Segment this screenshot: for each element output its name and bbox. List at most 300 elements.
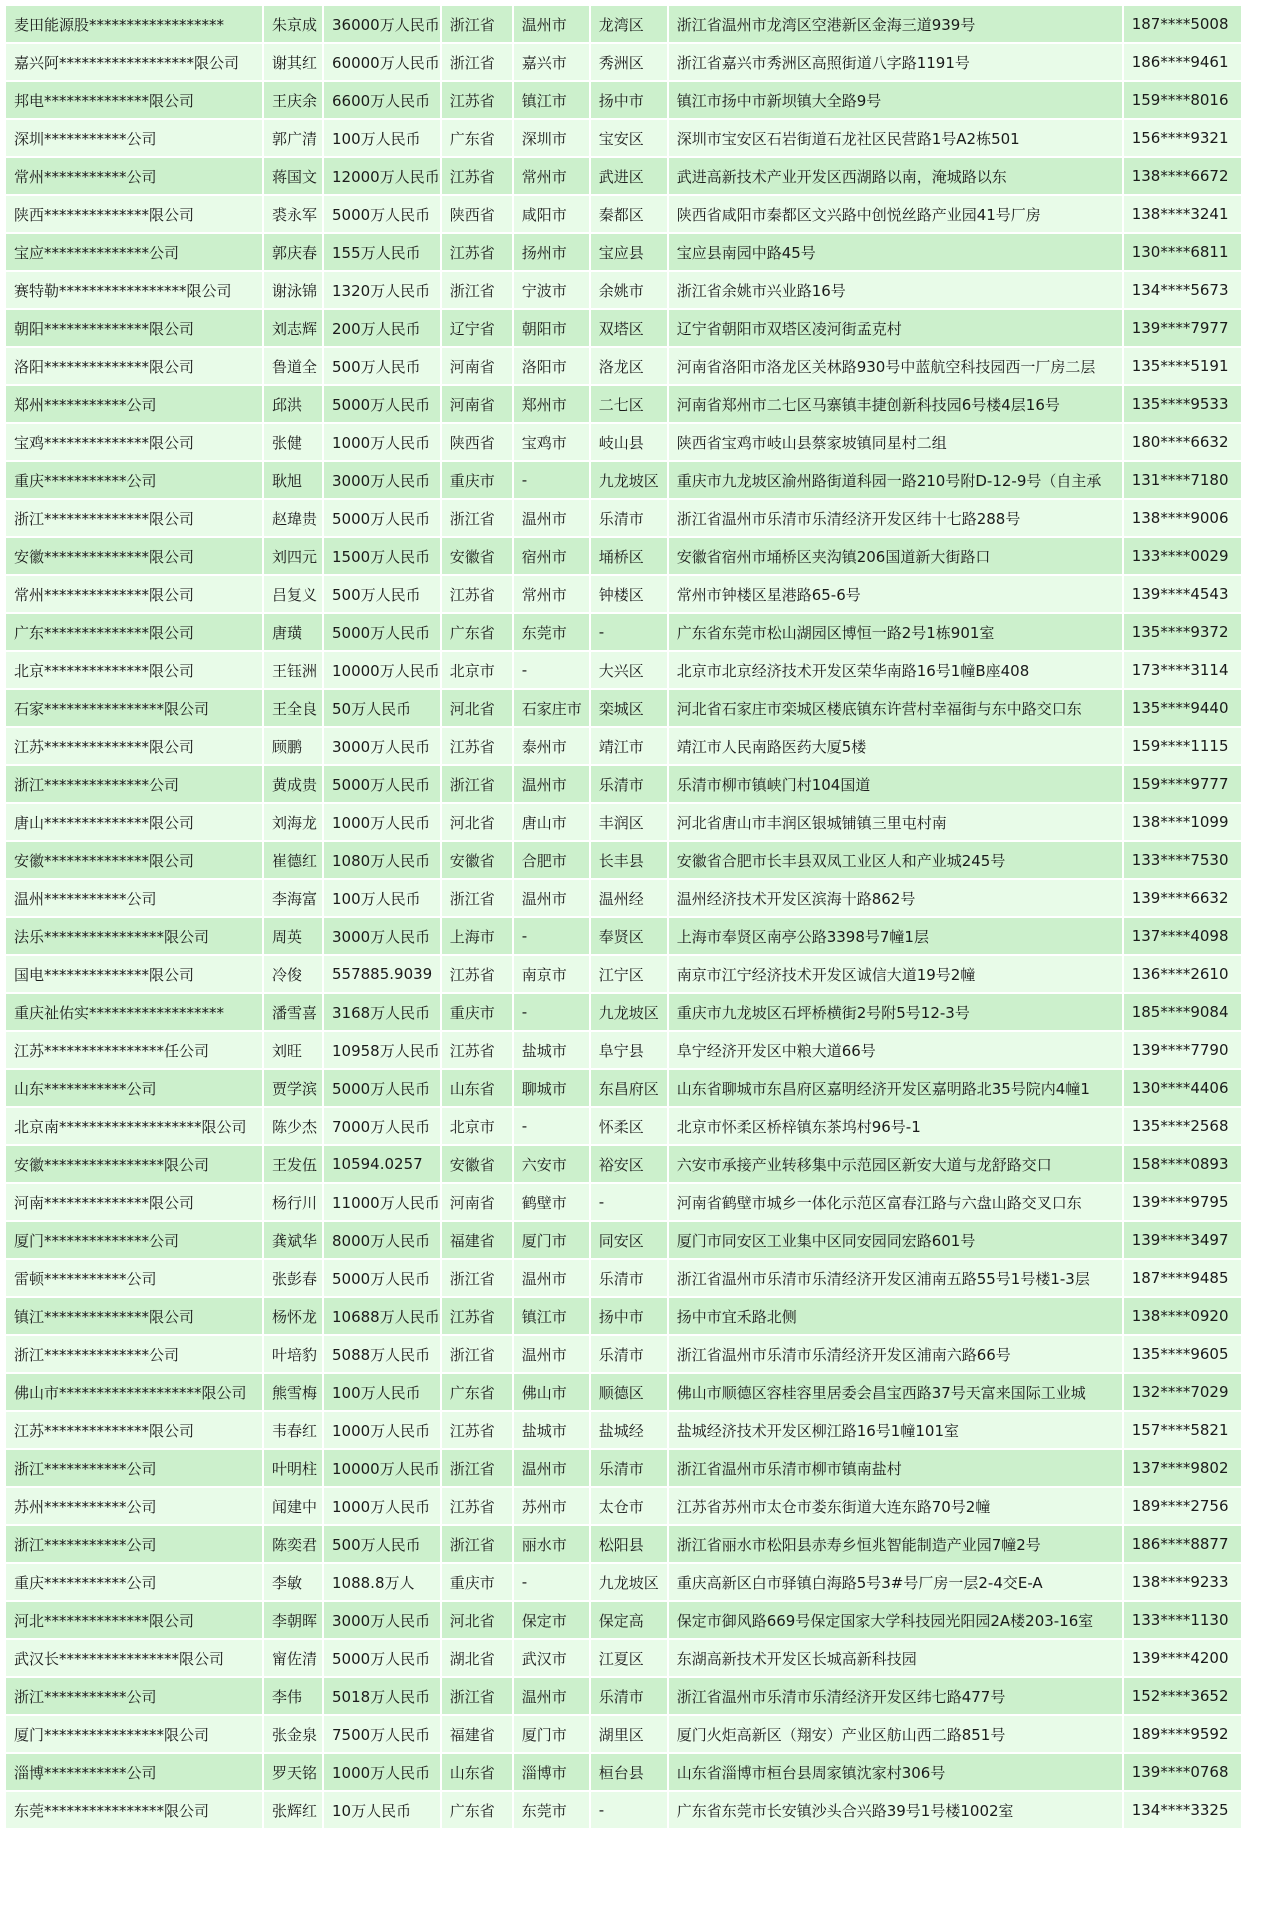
city-cell: - xyxy=(514,652,589,688)
table-row xyxy=(6,994,1241,1030)
province-cell: 江苏省 xyxy=(442,1412,512,1448)
city-cell: 温州市 xyxy=(514,500,589,536)
address-cell: 保定市御风路669号保定国家大学科技园光阳园2A楼203-16室 xyxy=(669,1602,1122,1638)
phone-cell: 186****9461 xyxy=(1124,44,1241,80)
capital-cell: 1320万人民币 xyxy=(324,272,440,308)
city-cell: 佛山市 xyxy=(514,1374,589,1410)
legal-rep-cell: 韦春红 xyxy=(264,1412,322,1448)
address-cell: 厦门火炬高新区（翔安）产业区舫山西二路851号 xyxy=(669,1716,1122,1752)
province-cell: 浙江省 xyxy=(442,1336,512,1372)
legal-rep-cell: 刘志辉 xyxy=(264,310,322,346)
phone-cell: 173****3114 xyxy=(1124,652,1241,688)
company-name-cell: 山东***********公司 xyxy=(6,1070,262,1106)
address-cell: 靖江市人民南路医药大厦5楼 xyxy=(669,728,1122,764)
district-cell: 秦都区 xyxy=(591,196,667,232)
city-cell: - xyxy=(514,1108,589,1144)
phone-cell: 139****6632 xyxy=(1124,880,1241,916)
city-cell: 盐城市 xyxy=(514,1412,589,1448)
legal-rep-cell: 王庆余 xyxy=(264,82,322,118)
phone-cell: 137****9802 xyxy=(1124,1450,1241,1486)
district-cell: 松阳县 xyxy=(591,1526,667,1562)
district-cell: 乐清市 xyxy=(591,1336,667,1372)
table-row xyxy=(6,690,1241,726)
province-cell: 浙江省 xyxy=(442,1450,512,1486)
capital-cell: 5000万人民币 xyxy=(324,1260,440,1296)
district-cell: 江宁区 xyxy=(591,956,667,992)
district-cell: 东昌府区 xyxy=(591,1070,667,1106)
district-cell: 乐清市 xyxy=(591,1260,667,1296)
capital-cell: 3168万人民币 xyxy=(324,994,440,1030)
address-cell: 宝应县南园中路45号 xyxy=(669,234,1122,270)
province-cell: 福建省 xyxy=(442,1222,512,1258)
company-name-cell: 温州***********公司 xyxy=(6,880,262,916)
table-row xyxy=(6,1298,1241,1334)
city-cell: 东莞市 xyxy=(514,614,589,650)
city-cell: 武汉市 xyxy=(514,1640,589,1676)
table-row xyxy=(6,158,1241,194)
province-cell: 河南省 xyxy=(442,386,512,422)
district-cell: 洛龙区 xyxy=(591,348,667,384)
city-cell: 宿州市 xyxy=(514,538,589,574)
legal-rep-cell: 冷俊 xyxy=(264,956,322,992)
phone-cell: 133****0029 xyxy=(1124,538,1241,574)
city-cell: 宁波市 xyxy=(514,272,589,308)
province-cell: 江苏省 xyxy=(442,158,512,194)
table-row xyxy=(6,500,1241,536)
legal-rep-cell: 王钰洲 xyxy=(264,652,322,688)
table-row xyxy=(6,538,1241,574)
legal-rep-cell: 刘四元 xyxy=(264,538,322,574)
province-cell: 重庆市 xyxy=(442,462,512,498)
capital-cell: 1000万人民币 xyxy=(324,1412,440,1448)
phone-cell: 138****6672 xyxy=(1124,158,1241,194)
legal-rep-cell: 郭庆春 xyxy=(264,234,322,270)
address-cell: 浙江省余姚市兴业路16号 xyxy=(669,272,1122,308)
city-cell: 盐城市 xyxy=(514,1032,589,1068)
legal-rep-cell: 叶明柱 xyxy=(264,1450,322,1486)
capital-cell: 500万人民币 xyxy=(324,576,440,612)
district-cell: 二七区 xyxy=(591,386,667,422)
city-cell: 六安市 xyxy=(514,1146,589,1182)
address-cell: 温州经济技术开发区滨海十路862号 xyxy=(669,880,1122,916)
phone-cell: 157****5821 xyxy=(1124,1412,1241,1448)
table-row xyxy=(6,272,1241,308)
table-row xyxy=(6,1716,1241,1752)
district-cell: 龙湾区 xyxy=(591,6,667,42)
address-cell: 盐城经济技术开发区柳江路16号1幢101室 xyxy=(669,1412,1122,1448)
table-row xyxy=(6,1032,1241,1068)
table-row xyxy=(6,918,1241,954)
city-cell: 咸阳市 xyxy=(514,196,589,232)
legal-rep-cell: 张辉红 xyxy=(264,1792,322,1828)
company-name-cell: 江苏**************限公司 xyxy=(6,728,262,764)
district-cell: 同安区 xyxy=(591,1222,667,1258)
province-cell: 辽宁省 xyxy=(442,310,512,346)
address-cell: 浙江省温州市乐清市乐清经济开发区浦南五路55号1号楼1-3层 xyxy=(669,1260,1122,1296)
phone-cell: 139****4543 xyxy=(1124,576,1241,612)
address-cell: 浙江省温州市乐清市乐清经济开发区纬七路477号 xyxy=(669,1678,1122,1714)
table-row xyxy=(6,1564,1241,1600)
city-cell: 唐山市 xyxy=(514,804,589,840)
district-cell: 怀柔区 xyxy=(591,1108,667,1144)
phone-cell: 158****0893 xyxy=(1124,1146,1241,1182)
capital-cell: 6600万人民币 xyxy=(324,82,440,118)
province-cell: 江苏省 xyxy=(442,234,512,270)
company-name-cell: 唐山**************限公司 xyxy=(6,804,262,840)
address-cell: 河北省唐山市丰润区银城铺镇三里屯村南 xyxy=(669,804,1122,840)
district-cell: 阜宁县 xyxy=(591,1032,667,1068)
table-row xyxy=(6,880,1241,916)
capital-cell: 7500万人民币 xyxy=(324,1716,440,1752)
city-cell: 扬州市 xyxy=(514,234,589,270)
phone-cell: 189****2756 xyxy=(1124,1488,1241,1524)
capital-cell: 8000万人民币 xyxy=(324,1222,440,1258)
company-name-cell: 重庆***********公司 xyxy=(6,1564,262,1600)
address-cell: 浙江省温州市乐清市乐清经济开发区浦南六路66号 xyxy=(669,1336,1122,1372)
district-cell: - xyxy=(591,1184,667,1220)
table-row xyxy=(6,1792,1241,1828)
table-row xyxy=(6,1260,1241,1296)
district-cell: 九龙坡区 xyxy=(591,462,667,498)
table-row xyxy=(6,6,1241,42)
phone-cell: 131****7180 xyxy=(1124,462,1241,498)
address-cell: 浙江省嘉兴市秀洲区高照街道八字路1191号 xyxy=(669,44,1122,80)
table-row xyxy=(6,348,1241,384)
legal-rep-cell: 罗天铭 xyxy=(264,1754,322,1790)
capital-cell: 5000万人民币 xyxy=(324,1070,440,1106)
table-row xyxy=(6,1108,1241,1144)
company-name-cell: 麦田能源股****************** xyxy=(6,6,262,42)
city-cell: - xyxy=(514,918,589,954)
company-name-cell: 江苏**************限公司 xyxy=(6,1412,262,1448)
legal-rep-cell: 龚斌华 xyxy=(264,1222,322,1258)
company-name-cell: 安徽**************限公司 xyxy=(6,842,262,878)
address-cell: 河南省鹤壁市城乡一体化示范区富春江路与六盘山路交叉口东 xyxy=(669,1184,1122,1220)
phone-cell: 130****6811 xyxy=(1124,234,1241,270)
city-cell: 嘉兴市 xyxy=(514,44,589,80)
capital-cell: 5000万人民币 xyxy=(324,766,440,802)
city-cell: 东莞市 xyxy=(514,1792,589,1828)
province-cell: 河南省 xyxy=(442,1184,512,1220)
company-name-cell: 淄博***********公司 xyxy=(6,1754,262,1790)
capital-cell: 3000万人民币 xyxy=(324,728,440,764)
company-name-cell: 赛特勒*****************限公司 xyxy=(6,272,262,308)
legal-rep-cell: 蒋国文 xyxy=(264,158,322,194)
phone-cell: 139****4200 xyxy=(1124,1640,1241,1676)
legal-rep-cell: 李伟 xyxy=(264,1678,322,1714)
address-cell: 北京市北京经济技术开发区荣华南路16号1幢B座408 xyxy=(669,652,1122,688)
capital-cell: 155万人民币 xyxy=(324,234,440,270)
city-cell: - xyxy=(514,1564,589,1600)
company-name-cell: 陕西**************限公司 xyxy=(6,196,262,232)
phone-cell: 135****5191 xyxy=(1124,348,1241,384)
address-cell: 东湖高新技术开发区长城高新科技园 xyxy=(669,1640,1122,1676)
legal-rep-cell: 邱洪 xyxy=(264,386,322,422)
address-cell: 重庆市九龙坡区石坪桥横街2号附5号12-3号 xyxy=(669,994,1122,1030)
company-name-cell: 佛山市*******************限公司 xyxy=(6,1374,262,1410)
district-cell: 江夏区 xyxy=(591,1640,667,1676)
table-row xyxy=(6,310,1241,346)
district-cell: 九龙坡区 xyxy=(591,1564,667,1600)
province-cell: 江苏省 xyxy=(442,1032,512,1068)
district-cell: 长丰县 xyxy=(591,842,667,878)
province-cell: 山东省 xyxy=(442,1754,512,1790)
capital-cell: 5000万人民币 xyxy=(324,196,440,232)
table-row xyxy=(6,1602,1241,1638)
company-name-cell: 宝应**************公司 xyxy=(6,234,262,270)
district-cell: 扬中市 xyxy=(591,1298,667,1334)
address-cell: 河南省洛阳市洛龙区关林路930号中蓝航空科技园西一厂房二层 xyxy=(669,348,1122,384)
address-cell: 陕西省咸阳市秦都区文兴路中创悦丝路产业园41号厂房 xyxy=(669,196,1122,232)
company-name-cell: 安徽**************限公司 xyxy=(6,538,262,574)
company-name-cell: 厦门****************限公司 xyxy=(6,1716,262,1752)
city-cell: 丽水市 xyxy=(514,1526,589,1562)
company-name-cell: 深圳***********公司 xyxy=(6,120,262,156)
company-name-cell: 浙江**************限公司 xyxy=(6,500,262,536)
phone-cell: 134****5673 xyxy=(1124,272,1241,308)
table-row xyxy=(6,120,1241,156)
district-cell: 岐山县 xyxy=(591,424,667,460)
city-cell: 温州市 xyxy=(514,1336,589,1372)
capital-cell: 36000万人民币 xyxy=(324,6,440,42)
phone-cell: 187****5008 xyxy=(1124,6,1241,42)
table-row xyxy=(6,1412,1241,1448)
capital-cell: 1088.8万人 xyxy=(324,1564,440,1600)
province-cell: 湖北省 xyxy=(442,1640,512,1676)
table-row xyxy=(6,1754,1241,1790)
capital-cell: 100万人民币 xyxy=(324,120,440,156)
table-row xyxy=(6,1640,1241,1676)
city-cell: 苏州市 xyxy=(514,1488,589,1524)
district-cell: 栾城区 xyxy=(591,690,667,726)
phone-cell: 133****7530 xyxy=(1124,842,1241,878)
province-cell: 浙江省 xyxy=(442,1260,512,1296)
company-name-cell: 宝鸡**************限公司 xyxy=(6,424,262,460)
phone-cell: 189****9592 xyxy=(1124,1716,1241,1752)
company-name-cell: 石家****************限公司 xyxy=(6,690,262,726)
province-cell: 河南省 xyxy=(442,348,512,384)
phone-cell: 185****9084 xyxy=(1124,994,1241,1030)
district-cell: 宝应县 xyxy=(591,234,667,270)
address-cell: 浙江省温州市乐清市乐清经济开发区纬十七路288号 xyxy=(669,500,1122,536)
company-name-cell: 邦电**************限公司 xyxy=(6,82,262,118)
district-cell: 桓台县 xyxy=(591,1754,667,1790)
capital-cell: 100万人民币 xyxy=(324,880,440,916)
province-cell: 陕西省 xyxy=(442,424,512,460)
capital-cell: 200万人民币 xyxy=(324,310,440,346)
legal-rep-cell: 闻建中 xyxy=(264,1488,322,1524)
district-cell: 盐城经 xyxy=(591,1412,667,1448)
company-name-cell: 重庆***********公司 xyxy=(6,462,262,498)
province-cell: 重庆市 xyxy=(442,1564,512,1600)
district-cell: 秀洲区 xyxy=(591,44,667,80)
capital-cell: 1000万人民币 xyxy=(324,1488,440,1524)
district-cell: 温州经 xyxy=(591,880,667,916)
province-cell: 江苏省 xyxy=(442,728,512,764)
district-cell: - xyxy=(591,1792,667,1828)
capital-cell: 10万人民币 xyxy=(324,1792,440,1828)
legal-rep-cell: 顾鹏 xyxy=(264,728,322,764)
phone-cell: 132****7029 xyxy=(1124,1374,1241,1410)
province-cell: 浙江省 xyxy=(442,880,512,916)
company-name-cell: 苏州***********公司 xyxy=(6,1488,262,1524)
company-name-cell: 浙江**************公司 xyxy=(6,1336,262,1372)
province-cell: 江苏省 xyxy=(442,1488,512,1524)
district-cell: 武进区 xyxy=(591,158,667,194)
table-row xyxy=(6,1184,1241,1220)
phone-cell: 138****9233 xyxy=(1124,1564,1241,1600)
table-row xyxy=(6,462,1241,498)
phone-cell: 139****7977 xyxy=(1124,310,1241,346)
province-cell: 山东省 xyxy=(442,1070,512,1106)
province-cell: 河北省 xyxy=(442,690,512,726)
province-cell: 浙江省 xyxy=(442,1526,512,1562)
address-cell: 武进高新技术产业开发区西湖路以南，淹城路以东 xyxy=(669,158,1122,194)
capital-cell: 10000万人民币 xyxy=(324,1450,440,1486)
capital-cell: 1500万人民币 xyxy=(324,538,440,574)
province-cell: 浙江省 xyxy=(442,766,512,802)
phone-cell: 180****6632 xyxy=(1124,424,1241,460)
district-cell: 乐清市 xyxy=(591,1450,667,1486)
phone-cell: 138****1099 xyxy=(1124,804,1241,840)
phone-cell: 139****7790 xyxy=(1124,1032,1241,1068)
phone-cell: 138****9006 xyxy=(1124,500,1241,536)
legal-rep-cell: 朱京成 xyxy=(264,6,322,42)
city-cell: - xyxy=(514,994,589,1030)
district-cell: 余姚市 xyxy=(591,272,667,308)
company-name-cell: 郑州***********公司 xyxy=(6,386,262,422)
legal-rep-cell: 甯佐清 xyxy=(264,1640,322,1676)
table-row xyxy=(6,956,1241,992)
phone-cell: 135****9533 xyxy=(1124,386,1241,422)
province-cell: 安徽省 xyxy=(442,842,512,878)
address-cell: 镇江市扬中市新坝镇大全路9号 xyxy=(669,82,1122,118)
legal-rep-cell: 张金泉 xyxy=(264,1716,322,1752)
capital-cell: 5000万人民币 xyxy=(324,386,440,422)
legal-rep-cell: 贾学滨 xyxy=(264,1070,322,1106)
province-cell: 重庆市 xyxy=(442,994,512,1030)
phone-cell: 133****1130 xyxy=(1124,1602,1241,1638)
district-cell: 顺德区 xyxy=(591,1374,667,1410)
company-name-cell: 东莞****************限公司 xyxy=(6,1792,262,1828)
province-cell: 浙江省 xyxy=(442,44,512,80)
phone-cell: 134****3325 xyxy=(1124,1792,1241,1828)
table-row xyxy=(6,804,1241,840)
district-cell: 乐清市 xyxy=(591,1678,667,1714)
table-row xyxy=(6,82,1241,118)
company-name-cell: 浙江***********公司 xyxy=(6,1526,262,1562)
city-cell: 泰州市 xyxy=(514,728,589,764)
phone-cell: 135****9440 xyxy=(1124,690,1241,726)
legal-rep-cell: 赵瑋贵 xyxy=(264,500,322,536)
phone-cell: 135****9605 xyxy=(1124,1336,1241,1372)
legal-rep-cell: 张彭春 xyxy=(264,1260,322,1296)
district-cell: 奉贤区 xyxy=(591,918,667,954)
company-name-cell: 河南**************限公司 xyxy=(6,1184,262,1220)
district-cell: 保定高 xyxy=(591,1602,667,1638)
address-cell: 重庆高新区白市驿镇白海路5号3#号厂房一层2-4交E-A xyxy=(669,1564,1122,1600)
company-name-cell: 武汉长****************限公司 xyxy=(6,1640,262,1676)
province-cell: 江苏省 xyxy=(442,1298,512,1334)
table-row xyxy=(6,1374,1241,1410)
address-cell: 上海市奉贤区南亭公路3398号7幢1层 xyxy=(669,918,1122,954)
capital-cell: 1080万人民币 xyxy=(324,842,440,878)
city-cell: 合肥市 xyxy=(514,842,589,878)
legal-rep-cell: 裘永军 xyxy=(264,196,322,232)
address-cell: 山东省淄博市桓台县周家镇沈家村306号 xyxy=(669,1754,1122,1790)
address-cell: 河南省郑州市二七区马寨镇丰捷创新科技园6号楼4层16号 xyxy=(669,386,1122,422)
phone-cell: 156****9321 xyxy=(1124,120,1241,156)
province-cell: 浙江省 xyxy=(442,272,512,308)
district-cell: 扬中市 xyxy=(591,82,667,118)
province-cell: 河北省 xyxy=(442,1602,512,1638)
capital-cell: 500万人民币 xyxy=(324,348,440,384)
province-cell: 江苏省 xyxy=(442,956,512,992)
address-cell: 浙江省温州市龙湾区空港新区金海三道939号 xyxy=(669,6,1122,42)
legal-rep-cell: 叶培豹 xyxy=(264,1336,322,1372)
capital-cell: 3000万人民币 xyxy=(324,918,440,954)
table-row xyxy=(6,1070,1241,1106)
province-cell: 广东省 xyxy=(442,1792,512,1828)
company-name-cell: 浙江**************公司 xyxy=(6,766,262,802)
city-cell: 淄博市 xyxy=(514,1754,589,1790)
address-cell: 六安市承接产业转移集中示范园区新安大道与龙舒路交口 xyxy=(669,1146,1122,1182)
district-cell: 靖江市 xyxy=(591,728,667,764)
capital-cell: 50万人民币 xyxy=(324,690,440,726)
company-name-cell: 浙江***********公司 xyxy=(6,1450,262,1486)
city-cell: 常州市 xyxy=(514,576,589,612)
capital-cell: 10958万人民币 xyxy=(324,1032,440,1068)
district-cell: 埇桥区 xyxy=(591,538,667,574)
company-name-cell: 常州**************限公司 xyxy=(6,576,262,612)
table-row xyxy=(6,1678,1241,1714)
capital-cell: 1000万人民币 xyxy=(324,804,440,840)
table-row xyxy=(6,1222,1241,1258)
legal-rep-cell: 唐璜 xyxy=(264,614,322,650)
phone-cell: 135****9372 xyxy=(1124,614,1241,650)
capital-cell: 10000万人民币 xyxy=(324,652,440,688)
phone-cell: 139****9795 xyxy=(1124,1184,1241,1220)
province-cell: 广东省 xyxy=(442,1374,512,1410)
city-cell: 温州市 xyxy=(514,880,589,916)
capital-cell: 11000万人民币 xyxy=(324,1184,440,1220)
legal-rep-cell: 李海富 xyxy=(264,880,322,916)
province-cell: 安徽省 xyxy=(442,538,512,574)
district-cell: 乐清市 xyxy=(591,766,667,802)
province-cell: 北京市 xyxy=(442,652,512,688)
address-cell: 南京市江宁经济技术开发区诚信大道19号2幢 xyxy=(669,956,1122,992)
city-cell: 镇江市 xyxy=(514,1298,589,1334)
city-cell: 温州市 xyxy=(514,766,589,802)
province-cell: 北京市 xyxy=(442,1108,512,1144)
capital-cell: 100万人民币 xyxy=(324,1374,440,1410)
address-cell: 安徽省宿州市埇桥区夹沟镇206国道新大街路口 xyxy=(669,538,1122,574)
phone-cell: 159****9777 xyxy=(1124,766,1241,802)
address-cell: 佛山市顺德区容桂容里居委会昌宝西路37号天富来国际工业城 xyxy=(669,1374,1122,1410)
address-cell: 深圳市宝安区石岩街道石龙社区民营路1号A2栋501 xyxy=(669,120,1122,156)
district-cell: 太仓市 xyxy=(591,1488,667,1524)
legal-rep-cell: 谢泳锦 xyxy=(264,272,322,308)
capital-cell: 3000万人民币 xyxy=(324,462,440,498)
phone-cell: 138****0920 xyxy=(1124,1298,1241,1334)
district-cell: 湖里区 xyxy=(591,1716,667,1752)
legal-rep-cell: 黄成贵 xyxy=(264,766,322,802)
table-row xyxy=(6,614,1241,650)
legal-rep-cell: 崔德红 xyxy=(264,842,322,878)
province-cell: 浙江省 xyxy=(442,6,512,42)
phone-cell: 135****2568 xyxy=(1124,1108,1241,1144)
city-cell: 深圳市 xyxy=(514,120,589,156)
